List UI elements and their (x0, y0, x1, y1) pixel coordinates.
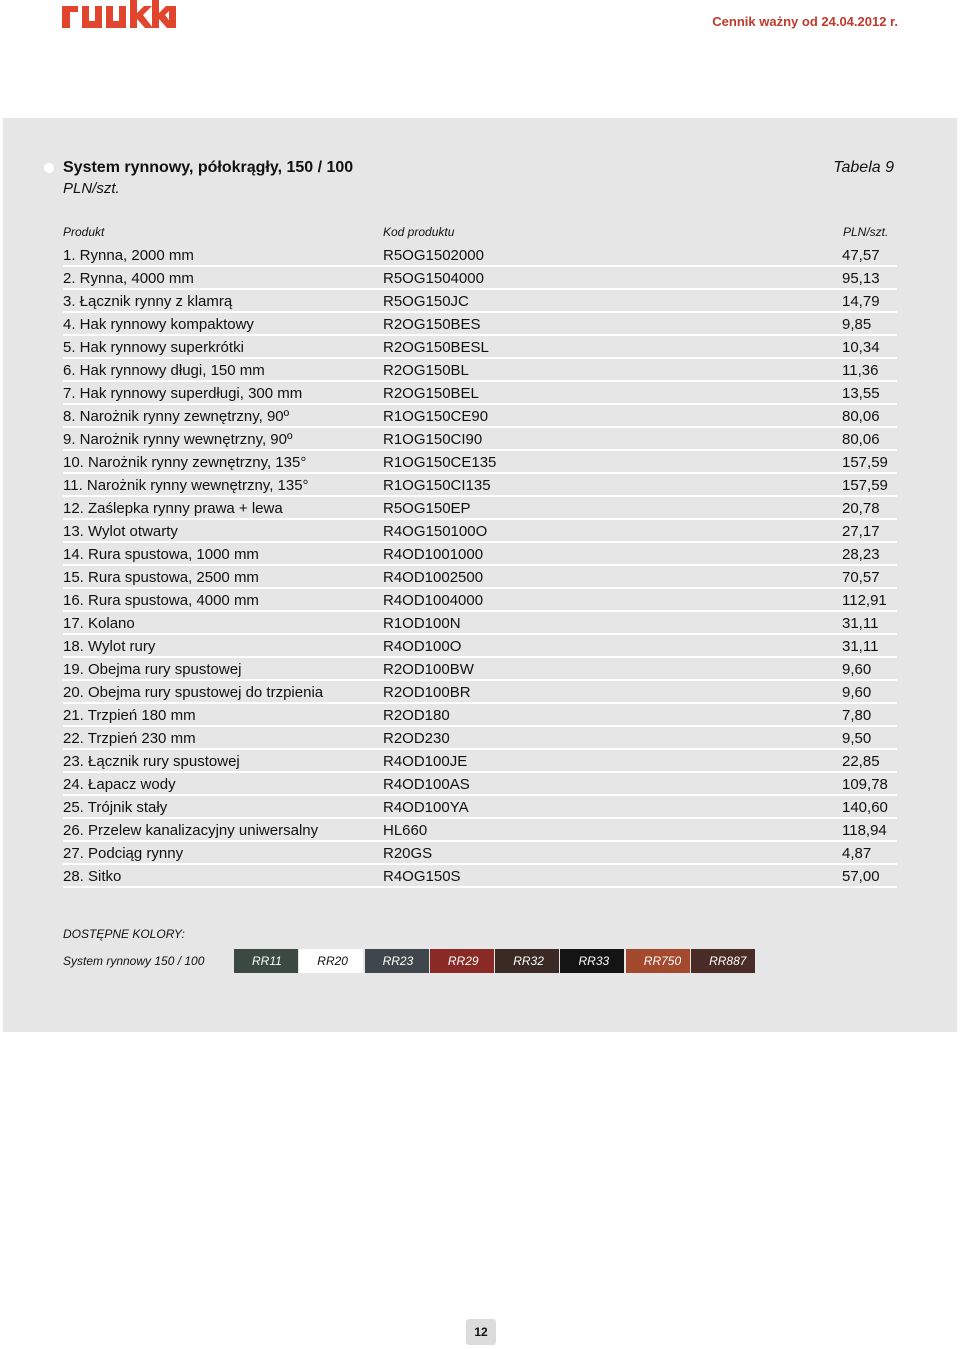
color-swatch: RR23 (365, 949, 429, 973)
product-code: R2OD100BR (383, 684, 471, 701)
product-code: R2OG150BESL (383, 339, 489, 356)
table-row (63, 244, 897, 267)
table-row (63, 313, 897, 336)
product-name: 23. Łącznik rury spustowej (63, 753, 240, 770)
product-code: HL660 (383, 822, 428, 839)
table-row (63, 359, 897, 382)
column-header-product: Produkt (63, 225, 105, 239)
product-price: 14,79 (842, 293, 880, 310)
product-code: R4OD100JE (383, 753, 468, 770)
table-row (63, 428, 897, 451)
product-price: 31,11 (842, 638, 879, 655)
product-code: R1OG150CI135 (383, 477, 491, 494)
product-code: R2OD180 (383, 707, 450, 724)
table-row (63, 727, 897, 750)
product-name: 10. Narożnik rynny zewnętrzny, 135° (63, 454, 307, 471)
table-row (63, 773, 897, 796)
product-name: 3. Łącznik rynny z klamrą (63, 293, 233, 310)
product-name: 28. Sitko (63, 868, 122, 885)
product-name: 22. Trzpień 230 mm (63, 730, 196, 747)
product-code: R2OG150BES (383, 316, 481, 333)
product-name: 25. Trójnik stały (63, 799, 168, 816)
product-price: 47,57 (842, 247, 880, 264)
table-unit: PLN/szt. (63, 180, 120, 197)
table-row (63, 681, 897, 704)
product-price: 109,78 (842, 776, 888, 793)
product-price: 20,78 (842, 500, 880, 517)
product-code: R4OD1002500 (383, 569, 484, 586)
product-price: 140,60 (842, 799, 888, 816)
table-row (63, 405, 897, 428)
product-code: R2OD230 (383, 730, 450, 747)
product-name: 20. Obejma rury spustowej do trzpienia (63, 684, 324, 701)
product-name: 13. Wylot otwarty (63, 523, 178, 540)
product-price: 9,60 (842, 684, 872, 701)
table-row (63, 658, 897, 681)
color-swatch: RR32 (495, 949, 559, 973)
product-name: 7. Hak rynnowy superdługi, 300 mm (63, 385, 303, 402)
color-swatch: RR33 (560, 949, 624, 973)
product-name: 15. Rura spustowa, 2500 mm (63, 569, 259, 586)
product-name: 18. Wylot rury (63, 638, 156, 655)
product-price: 31,11 (842, 615, 879, 632)
product-name: 17. Kolano (63, 615, 135, 632)
product-name: 27. Podciąg rynny (63, 845, 184, 862)
product-price: 95,13 (842, 270, 880, 287)
product-price: 28,23 (842, 546, 880, 563)
table-row (63, 635, 897, 658)
table-row (63, 566, 897, 589)
product-name: 16. Rura spustowa, 4000 mm (63, 592, 259, 609)
product-name: 14. Rura spustowa, 1000 mm (63, 546, 259, 563)
table-row (63, 819, 897, 842)
product-price: 7,80 (842, 707, 872, 724)
table-row (63, 750, 897, 773)
product-price: 9,50 (842, 730, 872, 747)
product-name: 11. Narożnik rynny wewnętrzny, 135° (63, 477, 309, 494)
product-price: 57,00 (842, 868, 880, 885)
product-code: R4OD100YA (383, 799, 469, 816)
product-code: R5OG1502000 (383, 247, 484, 264)
color-swatches (234, 949, 756, 973)
product-name: 26. Przelew kanalizacyjny uniwersalny (63, 822, 319, 839)
product-code: R1OG150CE135 (383, 454, 497, 471)
product-price: 112,91 (842, 592, 887, 609)
product-code: R2OG150BL (383, 362, 469, 379)
product-name: 1. Rynna, 2000 mm (63, 247, 194, 264)
table-title: System rynnowy, półokrągły, 150 / 100 (63, 159, 354, 176)
system-label: System rynnowy 150 / 100 (63, 954, 205, 968)
product-code: R4OG150S (383, 868, 461, 885)
product-code: R4OD100O (383, 638, 462, 655)
product-name: 5. Hak rynnowy superkrótki (63, 339, 244, 356)
page-number: 12 (466, 1319, 496, 1345)
price-list-validity: Cennik ważny od 24.04.2012 r. (712, 14, 898, 29)
product-price: 4,87 (842, 845, 872, 862)
column-header-code: Kod produktu (383, 225, 455, 239)
product-name: 2. Rynna, 4000 mm (63, 270, 194, 287)
table-row (63, 543, 897, 566)
available-colors-heading: DOSTĘPNE KOLORY: (63, 927, 185, 941)
product-name: 8. Narożnik rynny zewnętrzny, 90º (63, 408, 290, 425)
table-row (63, 497, 897, 520)
product-code: R5OG150JC (383, 293, 469, 310)
color-swatch: RR750 (626, 949, 690, 973)
product-code: R5OG1504000 (383, 270, 484, 287)
table-row (63, 612, 897, 635)
product-code: R4OD1004000 (383, 592, 484, 609)
color-swatch: RR887 (691, 949, 755, 973)
product-price: 157,59 (842, 477, 888, 494)
table-row (63, 520, 897, 543)
product-name: 4. Hak rynnowy kompaktowy (63, 316, 254, 333)
product-price: 80,06 (842, 431, 880, 448)
product-name: 12. Zaślepka rynny prawa + lewa (63, 500, 283, 517)
ruukki-logo (62, 0, 177, 28)
product-code: R2OG150BEL (383, 385, 479, 402)
table-row (63, 589, 897, 612)
product-name: 6. Hak rynnowy długi, 150 mm (63, 362, 265, 379)
product-code: R2OD100BW (383, 661, 474, 678)
product-price: 9,85 (842, 316, 872, 333)
product-rows (63, 244, 897, 888)
product-price: 13,55 (842, 385, 880, 402)
product-code: R1OD100N (383, 615, 461, 632)
color-swatch: RR20 (299, 949, 363, 973)
table-row (63, 382, 897, 405)
table-row (63, 451, 897, 474)
product-price: 80,06 (842, 408, 880, 425)
product-code: R1OG150CE90 (383, 408, 489, 425)
product-price: 157,59 (842, 454, 888, 471)
table-row (63, 267, 897, 290)
table-row (63, 865, 897, 888)
product-code: R4OD1001000 (383, 546, 484, 563)
table-row (63, 290, 897, 313)
product-price: 70,57 (842, 569, 880, 586)
table-row (63, 842, 897, 865)
product-code: R4OD100AS (383, 776, 470, 793)
product-price: 9,60 (842, 661, 872, 678)
product-price: 10,34 (842, 339, 880, 356)
product-code: R20GS (383, 845, 433, 862)
product-name: 19. Obejma rury spustowej (63, 661, 242, 678)
table-number: Tabela 9 (833, 159, 894, 176)
table-row (63, 336, 897, 359)
product-price: 118,94 (842, 822, 887, 839)
table-row (63, 474, 897, 497)
table-row (63, 796, 897, 819)
column-header-price: PLN/szt. (843, 225, 889, 239)
table-row (63, 704, 897, 727)
product-name: 9. Narożnik rynny wewnętrzny, 90º (63, 431, 293, 448)
bullet-icon (44, 163, 54, 173)
color-swatch: RR11 (234, 949, 298, 973)
product-code: R4OG150100O (383, 523, 488, 540)
product-price: 27,17 (842, 523, 880, 540)
product-code: R5OG150EP (383, 500, 471, 517)
product-price: 22,85 (842, 753, 880, 770)
product-code: R1OG150CI90 (383, 431, 483, 448)
product-name: 24. Łapacz wody (63, 776, 176, 793)
product-name: 21. Trzpień 180 mm (63, 707, 196, 724)
color-swatch: RR29 (430, 949, 494, 973)
product-price: 11,36 (842, 362, 879, 379)
